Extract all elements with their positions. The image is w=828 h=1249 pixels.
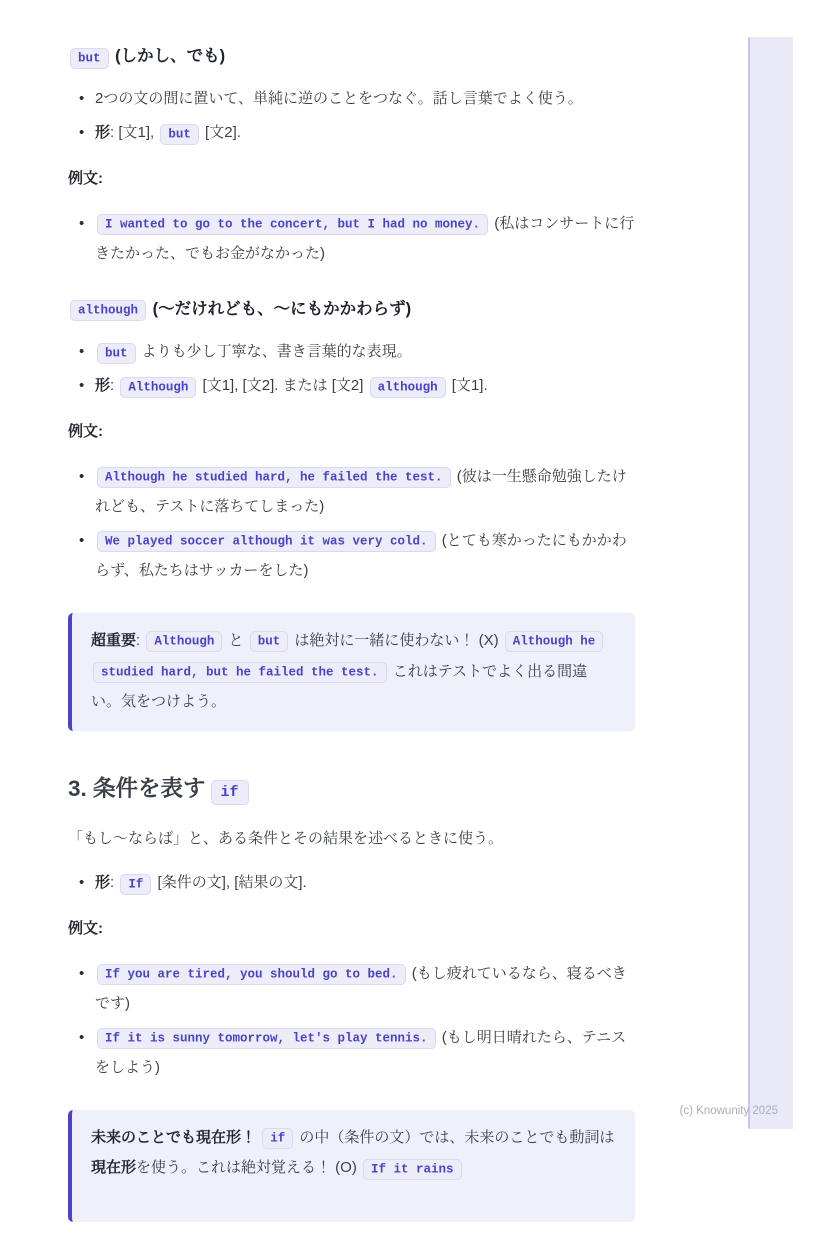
document-content — [68, 30, 635, 1249]
code-chip: Although he studied hard, but he failed the test. — [93, 631, 603, 683]
text-run: : — [110, 874, 119, 892]
text-run: [文1], [文2]. または [文2] — [198, 377, 368, 395]
text-run: : [文1], — [110, 124, 159, 142]
paragraph — [68, 915, 635, 944]
code-chip: but — [97, 343, 136, 364]
code-chip: Although he studied hard, he failed the test. — [97, 467, 451, 488]
code-chip: We played soccer although it was very cold. — [97, 531, 436, 552]
bold-run: 例文: — [68, 423, 103, 441]
bullet-list — [68, 337, 635, 401]
list-item — [95, 371, 635, 401]
code-chip: If it is sunny tomorrow, let's play tennis. — [97, 1028, 436, 1049]
code-chip: but — [70, 48, 109, 69]
text-run: を使う。これは絶対覚える！ (O) — [136, 1159, 362, 1177]
text-run: [文2]. — [200, 124, 241, 142]
code-chip: Although — [146, 631, 222, 652]
code-chip: but — [250, 631, 289, 652]
list-item — [95, 118, 635, 148]
text-run — [256, 1129, 260, 1146]
bold-run: 形 — [95, 124, 111, 142]
list-item — [95, 868, 635, 898]
code-chip: I wanted to go to the concert, but I had no money. — [97, 214, 488, 235]
list-item — [95, 1023, 635, 1083]
bullet-list — [68, 462, 635, 586]
list-item — [95, 209, 635, 269]
bold-run: 形 — [95, 874, 111, 892]
bullet-list — [68, 868, 635, 898]
text-run: : — [136, 631, 145, 649]
paragraph — [68, 825, 635, 854]
bullet-list — [68, 84, 635, 148]
bold-run: 超重要 — [91, 631, 137, 649]
text-run: これはテストでよく出る間違い。気をつけよう。 — [91, 662, 588, 711]
text-run: [文1]. — [447, 377, 488, 395]
text-run: : — [110, 377, 119, 395]
section-heading — [68, 773, 635, 805]
text-run: 3. 条件を表す — [68, 776, 206, 802]
callout-box — [68, 1110, 635, 1222]
code-chip: If — [120, 874, 151, 895]
paragraph — [68, 165, 635, 194]
text-run: (私はコンサートに行きたかった、でもお金がなかった) — [95, 214, 635, 262]
bold-run: 現在形 — [91, 1159, 137, 1177]
paragraph — [68, 418, 635, 447]
bold-run: (しかし、でも) — [110, 47, 226, 65]
text-run: の中（条件の文）では、未来のことでも動詞は — [295, 1128, 615, 1146]
code-chip: If it rains — [363, 1159, 462, 1180]
text-run: (もし明日晴れたら、テニスをしよう) — [95, 1028, 627, 1076]
bullet-list — [68, 959, 635, 1083]
bold-run: 形 — [95, 377, 111, 395]
code-chip: Although — [120, 377, 196, 398]
list-item — [95, 84, 635, 114]
bullet-list — [68, 209, 635, 269]
text-run: (とても寒かったにもかかわらず、私たちはサッカーをした) — [95, 531, 627, 579]
text-run: と — [224, 631, 248, 649]
code-chip: If you are tired, you should go to bed. — [97, 964, 406, 985]
bold-run: (〜だけれども、〜にもかかわらず) — [148, 299, 412, 318]
term-heading — [68, 296, 635, 322]
text-run: [条件の文], [結果の文]. — [153, 874, 307, 892]
text-run: 2つの文の間に置いて、単純に逆のことをつなぐ。話し言葉でよく使う。 — [95, 90, 583, 108]
code-chip: but — [160, 124, 199, 145]
bold-run: 例文: — [68, 920, 103, 938]
text-run: は絶対に一緒に使わない！ (X) — [290, 631, 503, 649]
watermark: (c) Knowunity 2025 — [679, 1105, 778, 1117]
bold-run: 例文: — [68, 170, 103, 188]
list-item — [95, 959, 635, 1019]
list-item — [95, 462, 635, 522]
next-page-edge-strip — [748, 37, 793, 1129]
bold-run: 未来のことでも現在形！ — [91, 1128, 257, 1146]
text-run: (彼は一生懸命勉強したけれども、テストに落ちてしまった) — [95, 467, 627, 515]
callout-box — [68, 613, 635, 731]
text-run: よりも少し丁寧な、書き言葉的な表現。 — [137, 343, 412, 361]
code-chip: although — [70, 300, 146, 321]
code-chip: if — [211, 780, 249, 805]
text-run: (もし疲れているなら、寝るべきです) — [95, 964, 627, 1012]
list-item — [95, 526, 635, 586]
text-run: 「もし〜ならば」と、ある条件とその結果を述べるときに使う。 — [68, 829, 504, 847]
code-chip: although — [370, 377, 446, 398]
list-item — [95, 337, 635, 367]
code-chip: if — [262, 1128, 293, 1149]
term-heading — [68, 43, 635, 69]
